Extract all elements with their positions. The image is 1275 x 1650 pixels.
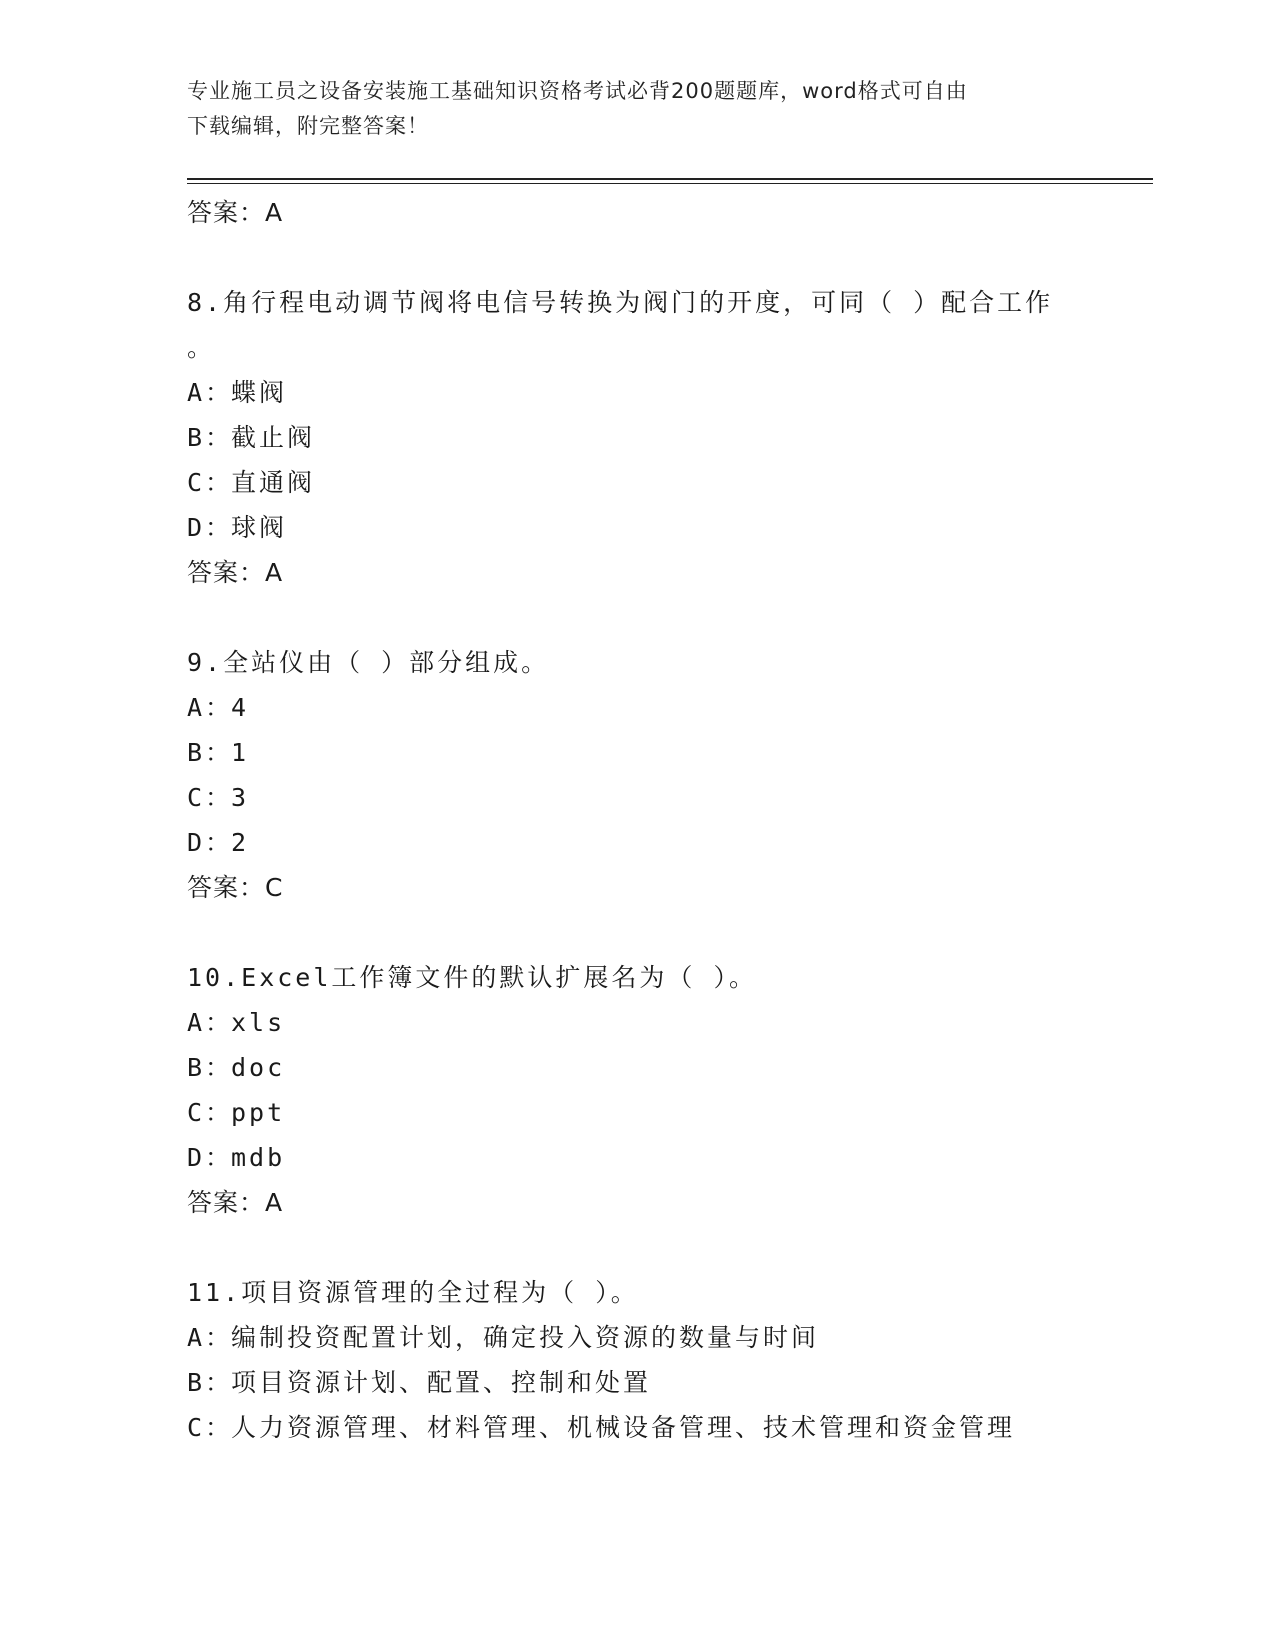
option-b (187, 1045, 1153, 1090)
spacer (187, 595, 1153, 640)
option-c (187, 1090, 1153, 1135)
question-stem: 10.Excel工作簿文件的默认扩展名为（ ）。 (187, 963, 757, 992)
question-stem: 8.角行程电动调节阀将电信号转换为阀门的开度，可同（ ）配合工作 (187, 288, 1054, 317)
header-line-1: 专业施工员之设备安装施工基础知识资格考试必背200题题库，word格式可自由 (187, 79, 968, 103)
option-key: A： (187, 693, 234, 722)
option-key: D： (187, 1143, 234, 1172)
option-key: A： (187, 1008, 234, 1037)
header-divider-thin (187, 183, 1153, 184)
option-d (187, 1135, 1153, 1180)
option-d (187, 820, 1153, 865)
header-divider (187, 178, 1153, 180)
answer-line: 答案：A (187, 558, 284, 587)
question-stem-tail: 。 (187, 333, 213, 362)
option-b (187, 415, 1153, 460)
option-d (187, 505, 1153, 550)
option-text: 人力资源管理、材料管理、机械设备管理、技术管理和资金管理 (231, 1413, 1016, 1442)
option-a (187, 1000, 1153, 1045)
option-text: xls (231, 1008, 286, 1037)
option-key: C： (187, 783, 234, 812)
option-text: 项目资源计划、配置、控制和处置 (231, 1368, 652, 1397)
option-text: 蝶阀 (231, 378, 288, 407)
option-key: C： (187, 1098, 234, 1127)
option-text: 2 (231, 828, 250, 857)
option-c (187, 775, 1153, 820)
option-text: 3 (231, 783, 250, 812)
option-b (187, 1360, 1153, 1405)
option-key: C： (187, 468, 234, 497)
question-stem: 9.全站仪由（ ）部分组成。 (187, 648, 550, 677)
option-key: D： (187, 828, 234, 857)
document-header (187, 74, 1087, 144)
option-text: 4 (231, 693, 250, 722)
option-text: 编制投资配置计划，确定投入资源的数量与时间 (231, 1323, 820, 1352)
question-11 (187, 1270, 1153, 1450)
option-key: A： (187, 1323, 234, 1352)
spacer (187, 1225, 1153, 1270)
option-key: D： (187, 513, 234, 542)
option-a (187, 370, 1153, 415)
option-text: 直通阀 (231, 468, 316, 497)
answer-line: 答案：A (187, 1188, 284, 1217)
option-text: ppt (231, 1098, 286, 1127)
option-text: 球阀 (231, 513, 288, 542)
question-list (187, 190, 1153, 1450)
option-key: A： (187, 378, 234, 407)
option-c (187, 460, 1153, 505)
option-text: mdb (231, 1143, 286, 1172)
option-a (187, 1315, 1153, 1360)
question-9 (187, 640, 1153, 955)
option-b (187, 730, 1153, 775)
option-key: B： (187, 738, 234, 767)
question-stem: 11.项目资源管理的全过程为（ ）。 (187, 1278, 639, 1307)
option-a (187, 685, 1153, 730)
option-key: B： (187, 423, 234, 452)
option-c (187, 1405, 1153, 1450)
spacer (187, 910, 1153, 955)
option-key: B： (187, 1053, 234, 1082)
option-key: B： (187, 1368, 234, 1397)
spacer (187, 235, 1153, 280)
question-10 (187, 955, 1153, 1270)
option-key: C： (187, 1413, 234, 1442)
question-8 (187, 280, 1153, 640)
header-line-2: 下载编辑，附完整答案！ (187, 114, 429, 138)
option-text: 1 (231, 738, 250, 767)
answer-line: 答案：A (187, 198, 284, 227)
option-text: 截止阀 (231, 423, 316, 452)
answer-line: 答案：C (187, 873, 284, 902)
option-text: doc (231, 1053, 286, 1082)
